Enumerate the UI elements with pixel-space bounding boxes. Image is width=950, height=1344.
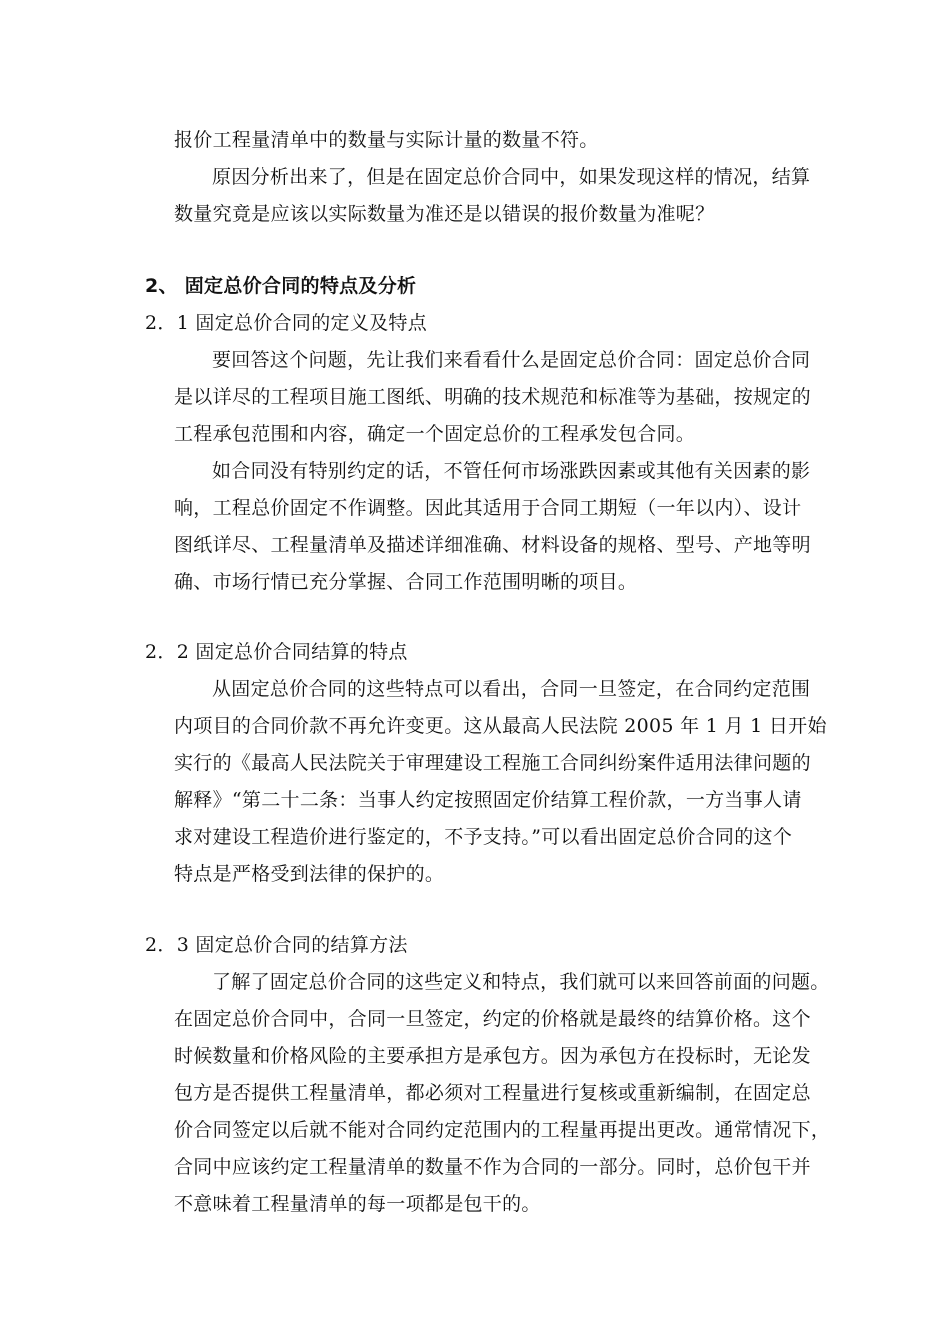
subsection-heading: 2．2 固定总价合同结算的特点 xyxy=(145,641,408,663)
paragraph-line: 从固定总价合同的这些特点可以看出，合同一旦签定，在合同约定范围 xyxy=(212,678,811,700)
paragraph-line: 特点是严格受到法律的保护的。 xyxy=(174,863,445,885)
paragraph-line: 图纸详尽、工程量清单及描述详细准确、材料设备的规格、型号、产地等明 xyxy=(174,534,811,556)
paragraph-line: 了解了固定总价合同的这些定义和特点，我们就可以来回答前面的问题。 xyxy=(212,971,830,993)
intro-line: 报价工程量清单中的数量与实际计量的数量不符。 xyxy=(174,129,599,151)
paragraph-line: 不意味着工程量清单的每一项都是包干的。 xyxy=(174,1193,541,1215)
paragraph-line: 合同中应该约定工程量清单的数量不作为合同的一部分。同时，总价包干并 xyxy=(174,1156,811,1178)
paragraph-line: 实行的《最高人民法院关于审理建设工程施工合同纠纷案件适用法律问题的 xyxy=(174,752,811,774)
paragraph-line: 响，工程总价固定不作调整。因此其适用于合同工期短（一年以内）、设计 xyxy=(174,497,802,519)
paragraph-line: 价合同签定以后就不能对合同约定范围内的工程量再提出更改。通常情况下， xyxy=(174,1119,831,1141)
paragraph-line: 如合同没有特别约定的话，不管任何市场涨跌因素或其他有关因素的影 xyxy=(212,460,811,482)
paragraph-line: 要回答这个问题，先让我们来看看什么是固定总价合同：固定总价合同 xyxy=(212,349,811,371)
paragraph-line: 包方是否提供工程量清单，都必须对工程量进行复核或重新编制，在固定总 xyxy=(174,1082,811,1104)
paragraph-line: 在固定总价合同中，合同一旦签定，约定的价格就是最终的结算价格。这个 xyxy=(174,1008,811,1030)
intro-paragraph-line: 数量究竟是应该以实际数量为准还是以错误的报价数量为准呢？ xyxy=(174,203,715,225)
paragraph-line: 内项目的合同价款不再允许变更。这从最高人民法院 2005 年 1 月 1 日开始 xyxy=(174,715,827,737)
paragraph-line: 确、市场行情已充分掌握、合同工作范围明晰的项目。 xyxy=(174,571,638,593)
paragraph-line: 求对建设工程造价进行鉴定的，不予支持。”可以看出固定总价合同的这个 xyxy=(174,826,793,848)
section-heading: 2、 固定总价合同的特点及分析 xyxy=(145,275,417,297)
paragraph-line: 时候数量和价格风险的主要承担方是承包方。因为承包方在投标时，无论发 xyxy=(174,1045,811,1067)
subsection-heading: 2．1 固定总价合同的定义及特点 xyxy=(145,312,428,334)
paragraph-line: 工程承包范围和内容，确定一个固定总价的工程承发包合同。 xyxy=(174,423,696,445)
paragraph-line: 是以详尽的工程项目施工图纸、明确的技术规范和标准等为基础，按规定的 xyxy=(174,386,811,408)
intro-paragraph-line: 原因分析出来了，但是在固定总价合同中，如果发现这样的情况，结算 xyxy=(212,166,811,188)
paragraph-line: 解释》“第二十二条：当事人约定按照固定价结算工程价款，一方当事人请 xyxy=(174,789,802,811)
subsection-heading: 2．3 固定总价合同的结算方法 xyxy=(145,934,408,956)
